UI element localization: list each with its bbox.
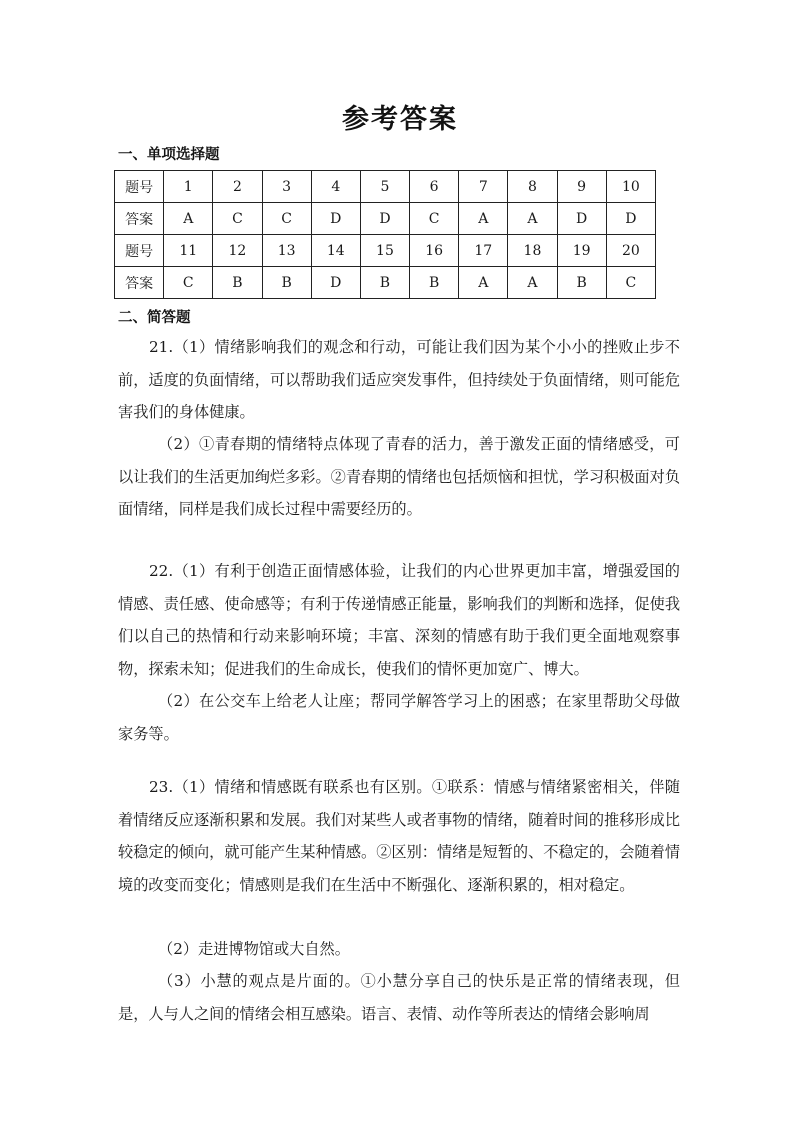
answer-23-part-1: 23.（1）情绪和情感既有联系也有区别。①联系：情感与情绪紧密相关，伴随着情绪反应逐渐积累和发展。我们对某些人或者事物的情绪，随着时间的推移形成比较稳定的倾向，就可能产生某种情感。②区别：情绪是短暂的、不稳定的，会随着情境的改变而变化；情感则是我们在生活中不断强化、逐渐积累的，相对稳定。 [118,778,680,894]
table-row [115,171,656,203]
row-header: 答案 [115,203,164,235]
table-row [115,235,656,267]
table-cell: 18 [508,235,557,267]
table-cell: D [606,203,655,235]
table-cell: 8 [508,171,557,203]
table-cell: C [262,203,311,235]
table-cell: D [557,203,606,235]
table-cell: 13 [262,235,311,267]
table-row [115,203,656,235]
answer-21-part-1: 21.（1）情绪影响我们的观念和行动，可能让我们因为某个小小的挫败止步不前，适度的负面情绪，可以帮助我们适应突发事件，但持续处于负面情绪，则可能危害我们的身体健康。 [118,338,680,421]
table-cell: D [360,203,409,235]
table-cell: 17 [459,235,508,267]
table-cell: B [360,267,409,299]
table-cell: C [410,203,459,235]
table-cell: B [557,267,606,299]
section-heading-short-answer: 二、简答题 [118,310,191,326]
answer-21-part-2: （2）①青春期的情绪特点体现了青春的活力，善于激发正面的情绪感受，可以让我们的生活更加绚烂多彩。②青春期的情绪也包括烦恼和担忧，学习积极面对负面情绪，同样是我们成长过程中需要经历的。 [118,435,680,518]
answer-23-part-2: （2）走进博物馆或大自然。 [158,940,350,958]
row-header: 题号 [115,171,164,203]
table-cell: C [164,267,213,299]
table-cell: 5 [360,171,409,203]
page-title: 参考答案 [342,104,458,135]
table-cell: 15 [360,235,409,267]
table-cell: 3 [262,171,311,203]
table-cell: A [508,203,557,235]
table-cell: 9 [557,171,606,203]
table-cell: 14 [311,235,360,267]
table-cell: A [459,267,508,299]
row-header: 答案 [115,267,164,299]
table-cell: 6 [410,171,459,203]
table-cell: 16 [410,235,459,267]
row-header: 题号 [115,235,164,267]
table-cell: 7 [459,171,508,203]
answer-23-part-3: （3）小慧的观点是片面的。①小慧分享自己的快乐是正常的情绪表现，但是，人与人之间的情绪会相互感染。语言、表情、动作等所表达的情绪会影响周 [118,972,680,1023]
answer-table [114,170,656,299]
table-cell: C [213,203,262,235]
table-cell: D [311,267,360,299]
table-cell: 10 [606,171,655,203]
table-cell: D [311,203,360,235]
answer-22-part-2: （2）在公交车上给老人让座；帮同学解答学习上的困惑；在家里帮助父母做家务等。 [118,692,680,743]
table-cell: 19 [557,235,606,267]
table-cell: A [508,267,557,299]
table-cell: 20 [606,235,655,267]
table-cell: B [262,267,311,299]
table-cell: A [459,203,508,235]
table-cell: 11 [164,235,213,267]
table-cell: 12 [213,235,262,267]
table-cell: 1 [164,171,213,203]
table-row [115,267,656,299]
section-heading-choice: 一、单项选择题 [118,147,220,163]
table-cell: C [606,267,655,299]
table-cell: 2 [213,171,262,203]
answer-22-part-1: 22.（1）有利于创造正面情感体验，让我们的内心世界更加丰富，增强爱国的情感、责任感、使命感等；有利于传递情感正能量，影响我们的判断和选择，促使我们以自己的热情和行动来影响环境；丰富、深刻的情感有助于我们更全面地观察事物，探索未知；促进我们的生命成长，使我们的情怀更加宽广、博大。 [118,562,680,678]
table-cell: B [213,267,262,299]
table-cell: 4 [311,171,360,203]
table-cell: A [164,203,213,235]
table-cell: B [410,267,459,299]
